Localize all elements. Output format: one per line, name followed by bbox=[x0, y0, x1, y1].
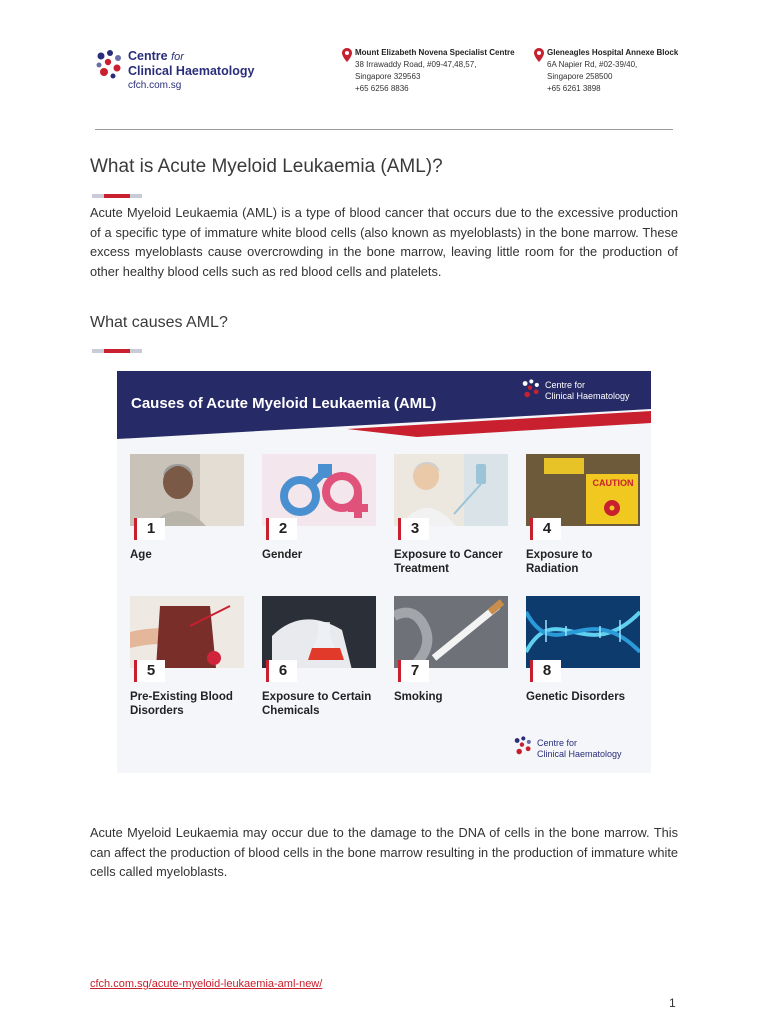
infographic-logo-line2: Clinical Haematology bbox=[537, 749, 622, 759]
cause-label: Gender bbox=[262, 549, 303, 561]
infographic-logo-line2: Clinical Haematology bbox=[545, 391, 630, 401]
dna-helix-icon bbox=[526, 596, 640, 668]
cancer-treatment-photo-icon bbox=[394, 454, 508, 526]
cause-number: 8 bbox=[530, 660, 561, 682]
page-title: What is Acute Myeloid Leukaemia (AML)? bbox=[90, 156, 443, 177]
cause-label: Genetic Disorders bbox=[526, 691, 626, 703]
age-photo-icon bbox=[130, 454, 244, 526]
infographic-logo-line1: Centre for bbox=[545, 380, 586, 390]
section-heading: What causes AML? bbox=[90, 314, 228, 331]
logo-dots-icon bbox=[521, 378, 543, 400]
cause-label: Exposure to Radiation bbox=[526, 549, 593, 575]
cfch-logo bbox=[95, 46, 265, 96]
gender-symbols-icon bbox=[262, 454, 376, 526]
cause-number: 7 bbox=[398, 660, 429, 682]
cause-number: 1 bbox=[134, 518, 165, 540]
address-name: Mount Elizabeth Novena Specialist Centre bbox=[355, 48, 515, 57]
intro-paragraph: Acute Myeloid Leukaemia (AML) is a type of blood cancer that occurs due to the excessive production of a specific type of immature white blood cells (also known as myeloblasts) in the bone marrow. These excess myeloblasts cause overcrowding in the bone marrow, leaving little room for the production of other healthy blood cells such as red blood cells and platelets. bbox=[90, 205, 678, 279]
address-line2: Singapore 329563 bbox=[355, 72, 421, 81]
location-pin-icon bbox=[342, 48, 352, 62]
address-gleneagles bbox=[547, 47, 678, 95]
logo-dots-icon bbox=[513, 735, 535, 757]
page-number: 1 bbox=[669, 996, 676, 1010]
cause-label: Smoking bbox=[394, 691, 443, 703]
source-url-link[interactable]: cfch.com.sg/acute-myeloid-leukaemia-aml-new/ bbox=[90, 978, 323, 990]
location-pin-icon bbox=[534, 48, 544, 62]
address-line1: 6A Napier Rd, #02-39/40, bbox=[547, 60, 638, 69]
cause-label: Exposure to Certain Chemicals bbox=[262, 691, 372, 717]
infographic-logo-line1: Centre for bbox=[537, 738, 578, 748]
infographic-title: Causes of Acute Myeloid Leukaemia (AML) bbox=[131, 395, 437, 412]
cause-label: Exposure to Cancer Treatment bbox=[394, 549, 503, 575]
address-phone: +65 6261 3898 bbox=[547, 84, 601, 93]
cause-number: 4 bbox=[530, 518, 561, 540]
radiation-sign-icon bbox=[526, 454, 640, 526]
title-accent-bar bbox=[92, 194, 142, 198]
cause-label: Pre-Existing Blood Disorders bbox=[130, 691, 233, 717]
cause-number: 5 bbox=[134, 660, 165, 682]
blood-draw-photo-icon bbox=[130, 596, 244, 668]
logo-line2: Clinical Haematology bbox=[128, 64, 255, 78]
address-phone: +65 6256 8836 bbox=[355, 84, 409, 93]
header-divider bbox=[95, 129, 673, 130]
cause-number: 6 bbox=[266, 660, 297, 682]
cause-number: 3 bbox=[398, 518, 429, 540]
logo-line1-italic: for bbox=[171, 51, 184, 63]
infographic-logo-bottom bbox=[513, 735, 643, 765]
causes-infographic bbox=[117, 371, 651, 773]
address-name: Gleneagles Hospital Annexe Block bbox=[547, 48, 679, 57]
chemicals-flask-icon bbox=[262, 596, 376, 668]
logo-url[interactable]: cfch.com.sg bbox=[128, 80, 182, 91]
cause-label: Age bbox=[130, 549, 152, 561]
section-accent-bar bbox=[92, 349, 142, 353]
infographic-logo-top bbox=[521, 378, 651, 408]
logo-line1: Centre bbox=[128, 49, 168, 63]
address-line1: 38 Irrawaddy Road, #09-47,48,57, bbox=[355, 60, 477, 69]
closing-paragraph: Acute Myeloid Leukaemia may occur due to the damage to the DNA of cells in the bone marrow. This can affect the production of blood cells in the bone marrow resulting in the production of immature white cells called myeloblasts. bbox=[90, 825, 678, 879]
cigarette-smoke-icon bbox=[394, 596, 508, 668]
address-line2: Singapore 258500 bbox=[547, 72, 613, 81]
address-novena bbox=[355, 47, 515, 95]
logo-dots-icon bbox=[95, 48, 127, 80]
cause-number: 2 bbox=[266, 518, 297, 540]
caution-sign-text: CAUTION bbox=[592, 478, 634, 488]
